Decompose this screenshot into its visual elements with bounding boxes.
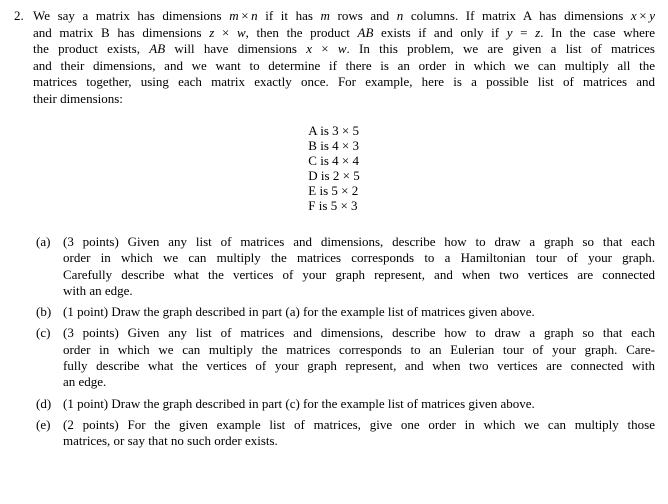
- part-e-line-2: matrices, or say that no such order exists.: [63, 433, 278, 449]
- part-a-text: [63, 234, 655, 299]
- part-a-line-2: order in which we can multiply the matrices corresponds to a Hamiltonian tour of your graph.: [63, 250, 655, 266]
- matrix-dim-E: E is 5 × 2: [308, 183, 359, 198]
- part-b-label: (b): [36, 304, 52, 320]
- intro-line-6: their dimensions:: [33, 90, 123, 106]
- part-a-line-3: Carefully describe what the vertices of your graph represent, and when two vertices are connected: [63, 266, 655, 282]
- part-c-line-4: an edge.: [63, 374, 107, 390]
- part-e-text: [63, 417, 655, 450]
- intro-line-5: matrices together, using each matrix exactly once. For example, here is a possible list of matrices and: [33, 74, 655, 89]
- matrix-dim-B: B is 4 × 3: [308, 138, 359, 153]
- intro-line-4: and their dimensions, and we want to determine if there is an order in which we can multiply all the: [33, 57, 655, 73]
- part-a-label: (a): [36, 234, 51, 249]
- matrix-dim-F: F is 5 × 3: [308, 198, 358, 213]
- part-a: [36, 234, 655, 299]
- part-a-line-4: with an edge.: [63, 282, 133, 298]
- part-d-line-1: (1 point) Draw the graph described in part (c) for the example list of matrices given above.: [63, 395, 535, 411]
- part-e-line-1: (2 points) For the given example list of matrices, give one order in which we can multiply those: [63, 416, 655, 432]
- matrix-dimension-list-inner: [308, 123, 359, 213]
- part-e-label: (e): [36, 416, 51, 432]
- problem-number: 2.: [14, 8, 24, 23]
- part-b-line-1: (1 point) Draw the graph described in part (a) for the example list of matrices given above.: [63, 304, 535, 320]
- part-e: [36, 417, 655, 450]
- part-c-label: (c): [36, 325, 51, 341]
- part-c-line-3: fully describe what the vertices of your graph represent, and when two vertices are connected with: [63, 358, 655, 374]
- part-c: [36, 325, 655, 390]
- part-d-label: (d): [36, 395, 52, 411]
- matrix-dim-C: C is 4 × 4: [308, 153, 359, 168]
- intro-line-3: the product exists, AB will have dimensions x × w. In this problem, we are given a list of matrices: [33, 41, 655, 56]
- matrix-dimension-list: [0, 123, 668, 214]
- intro-line-2: and matrix B has dimensions z × w, then the product AB exists if and only if y = z. In the case where: [33, 24, 655, 40]
- part-c-text: [63, 325, 655, 390]
- parts-list: [0, 234, 668, 450]
- matrix-dim-A: A is 3 × 5: [308, 123, 359, 138]
- part-c-line-2: order in which we can multiply the matrices corresponds to an Eulerian tour of your graph. Care-: [63, 341, 655, 357]
- part-b-text: [63, 304, 655, 320]
- part-c-line-1: (3 points) Given any list of matrices and dimensions, describe how to draw a graph so that each: [63, 325, 655, 341]
- intro-line-1: We say a matrix has dimensions m × n if it has m rows and n columns. If matrix A has dimensions x × y: [33, 8, 656, 23]
- intro-paragraph: [33, 8, 655, 107]
- matrix-dim-D: D is 2 × 5: [308, 168, 360, 183]
- part-d-text: [63, 396, 655, 412]
- part-b: [36, 304, 655, 320]
- part-a-line-1: (3 points) Given any list of matrices and dimensions, describe how to draw a graph so that each: [63, 234, 655, 249]
- problem-2: [0, 0, 668, 107]
- part-d: [36, 396, 655, 412]
